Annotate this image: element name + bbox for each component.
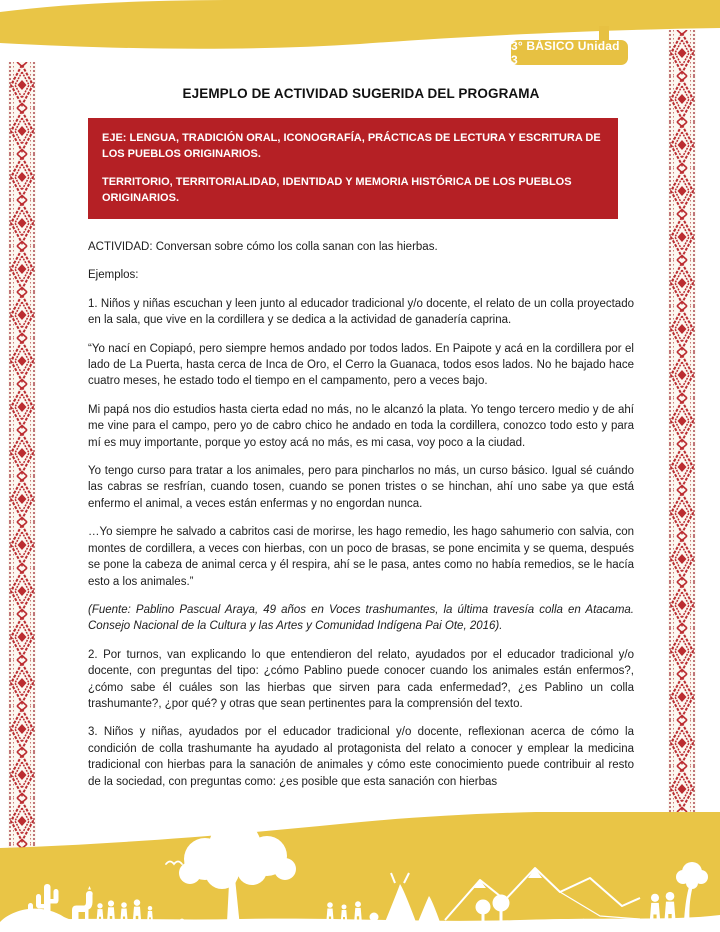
document-content [88, 86, 634, 790]
unit-badge [511, 40, 628, 65]
paragraph-quote-4: …Yo siempre he salvado a cabritos casi de morirse, les hago remedio, les hago sahumerio con salvia, con montes de cordillera, a veces con hierbas, con un poco de brasas, se pone encimita y se quema, después se pone la cabeza de animal cerca y él respira, ahí se le pasa, antes como no había remedios, se le hacía esto a los animales.” [88, 526, 634, 588]
unit-badge-label: 3° BÁSICO Unidad 3 [511, 38, 620, 67]
eje-highlight-box [88, 118, 618, 219]
eje-line-2: TERRITORIO, TERRITORIALIDAD, IDENTIDAD Y MEMORIA HISTÓRICA DE LOS PUEBLOS ORIGINARIOS. [102, 176, 572, 204]
paragraph-quote-2: Mi papá nos dio estudios hasta cierta edad no más, no le alcanzó la plata. Yo tengo tercero medio y de ahí me vine para el campo, pero yo de cabro chico he andado en toda la cordillera, conozco todo esto y para mí es muy importante, porque yo estoy acá no más, es mi casa, voy poco a la ciudad. [88, 403, 634, 449]
examples-label: Ejemplos: [88, 269, 139, 282]
activity-body [88, 239, 634, 790]
footer-landscape-illustration [0, 812, 720, 932]
page-title: EJEMPLO DE ACTIVIDAD SUGERIDA DEL PROGRAMA [182, 86, 540, 101]
andean-textile-border-left-icon [8, 62, 36, 848]
paragraph-quote-1: “Yo nací en Copiapó, pero siempre hemos andado por todos lados. En Paipote y acá en la cordillera por el lado de La Puerta, hasta cerca de Inca de Oro, el Cerro la Guanaca, todos esos lados. No he bajado hace cuatro meses, he estado todo el tiempo en el campamento, pero a veces bajo. [88, 342, 634, 388]
eje-line-1: EJE: LENGUA, TRADICIÓN ORAL, ICONOGRAFÍA, PRÁCTICAS DE LECTURA Y ESCRITURA DE LOS PUEBLOS ORIGINARIOS. [102, 132, 601, 160]
paragraph-step-3: 3. Niños y niñas, ayudados por el educador tradicional y/o docente, reflexionan acerca de cómo la condición de colla trashumante ha ayudado al protagonista del relato a conocer y emplear la medicina tradicional con hierbas para la sanación de animales y cómo este conocimiento puede contribuir al resto de la sociedad, con preguntas como: ¿es posible que esta sanación con hierbas [88, 726, 634, 788]
paragraph-step-1: 1. Niños y niñas escuchan y leen junto al educador tradicional y/o docente, el relato de un colla proyectado en la sala, que vive en la cordillera y se dedica a la actividad de ganadería caprina. [88, 297, 634, 327]
activity-statement: ACTIVIDAD: Conversan sobre cómo los colla sanan con las hierbas. [88, 241, 438, 253]
paragraph-quote-3: Yo tengo curso para tratar a los animales, pero para pincharlos no más, un curso básico. Igual sé cuándo las cabras se resfrían, cuando tosen, cuando se ponen tristes o se hinchan, ahí uno sabe ya que está enfermo el animal, a veces están enfermas y no engordan nunca. [88, 465, 634, 510]
andean-textile-border-right-icon [668, 30, 696, 836]
paragraph-step-2: 2. Por turnos, van explicando lo que entendieron del relato, ayudados por el educador tradicional y/o docente, con preguntas del tipo: ¿cómo Pablino puede conocer cuando los animales están enfermos?, ¿cómo sabe él cuáles son las hierbas que sirven para cada enfermedad?, ¿es Pablino un colla trashumante?, ¿por qué? y otras que sean pertinentes para la comprensión del texto. [88, 648, 634, 710]
source-citation: (Fuente: Pablino Pascual Araya, 49 años en Voces trashumantes, la última travesía colla en Atacama. Consejo Nacional de la Cultura y las Artes y Comunidad Indígena Pai Ote, 2016). [88, 603, 634, 633]
